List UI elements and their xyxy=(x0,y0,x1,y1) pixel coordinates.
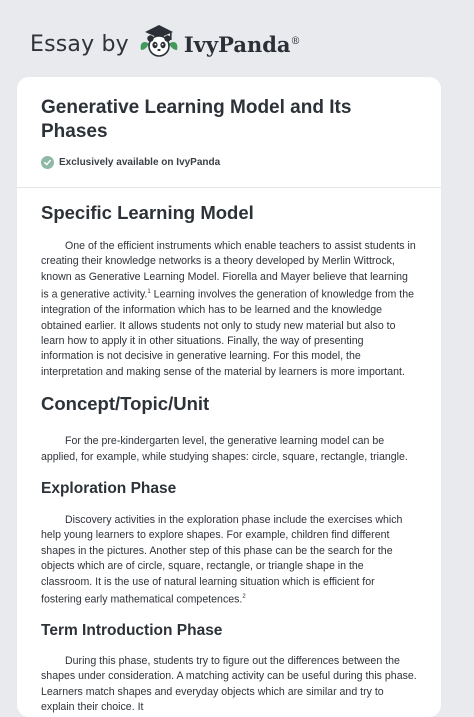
title-divider xyxy=(17,187,441,188)
essay-title: Generative Learning Model and Its Phases xyxy=(41,97,352,142)
panda-graduation-icon xyxy=(137,20,181,60)
footnote-marker[interactable]: 2 xyxy=(242,594,246,601)
section-paragraph: During this phase, students try to figure out the differences between the shapes under consideration. A matching activity can be useful during this phase. Learners match shapes and everyday objects which are similar and try to explain their choice. It xyxy=(41,654,417,714)
availability-badge xyxy=(41,156,417,169)
section-paragraph: For the pre-kindergarten level, the generative learning model can be applied, for example, while studying shapes: circle, square, rectangle, triangle. xyxy=(41,435,408,463)
site-header xyxy=(0,0,474,78)
subsection-heading: Exploration Phase xyxy=(41,480,177,497)
availability-text: Exclusively available on IvyPanda xyxy=(59,157,221,168)
section-heading: Specific Learning Model xyxy=(41,202,254,223)
section-heading: Concept/Topic/Unit xyxy=(41,393,210,415)
footnote-marker[interactable]: 1 xyxy=(147,289,151,296)
subsection-heading: Term Introduction Phase xyxy=(41,621,223,639)
brand-name: IvyPanda® xyxy=(183,31,301,57)
section-paragraph: One of the efficient instruments which enable teachers to assist students in creating their knowledge networks is a theory developed by Merlin Wittrock, known as Generative Learning Model. Fiorella and Mayer believe that learning is a generative activity.$^1$ Learning involves the generation of knowledge from the integration of the information which has to be learned and the knowledge obtained earlier. It allows students not only to study new material but also to learn how to apply it in other situations. Finally, the way of presenting information is not decisive in generative learning. For this model, the interpretation and making sense of the material by learners is more important. xyxy=(41,240,416,378)
essay-by-label: Essay by xyxy=(30,31,129,57)
essay-card xyxy=(17,77,441,717)
check-circle-icon xyxy=(41,156,54,169)
brand-logo-link[interactable] xyxy=(30,28,301,60)
section-paragraph: Discovery activities in the exploration phase include the exercises which help young learners to explore shapes. For example, children find different shapes in the pictures. Another step of this phase can be the search for the objects which are of circle, square, rectangle, or triangle shape in the classroom. It is the use of natural learning situation which is efficient for fostering early mathematical competences.$^2$ xyxy=(41,514,403,606)
